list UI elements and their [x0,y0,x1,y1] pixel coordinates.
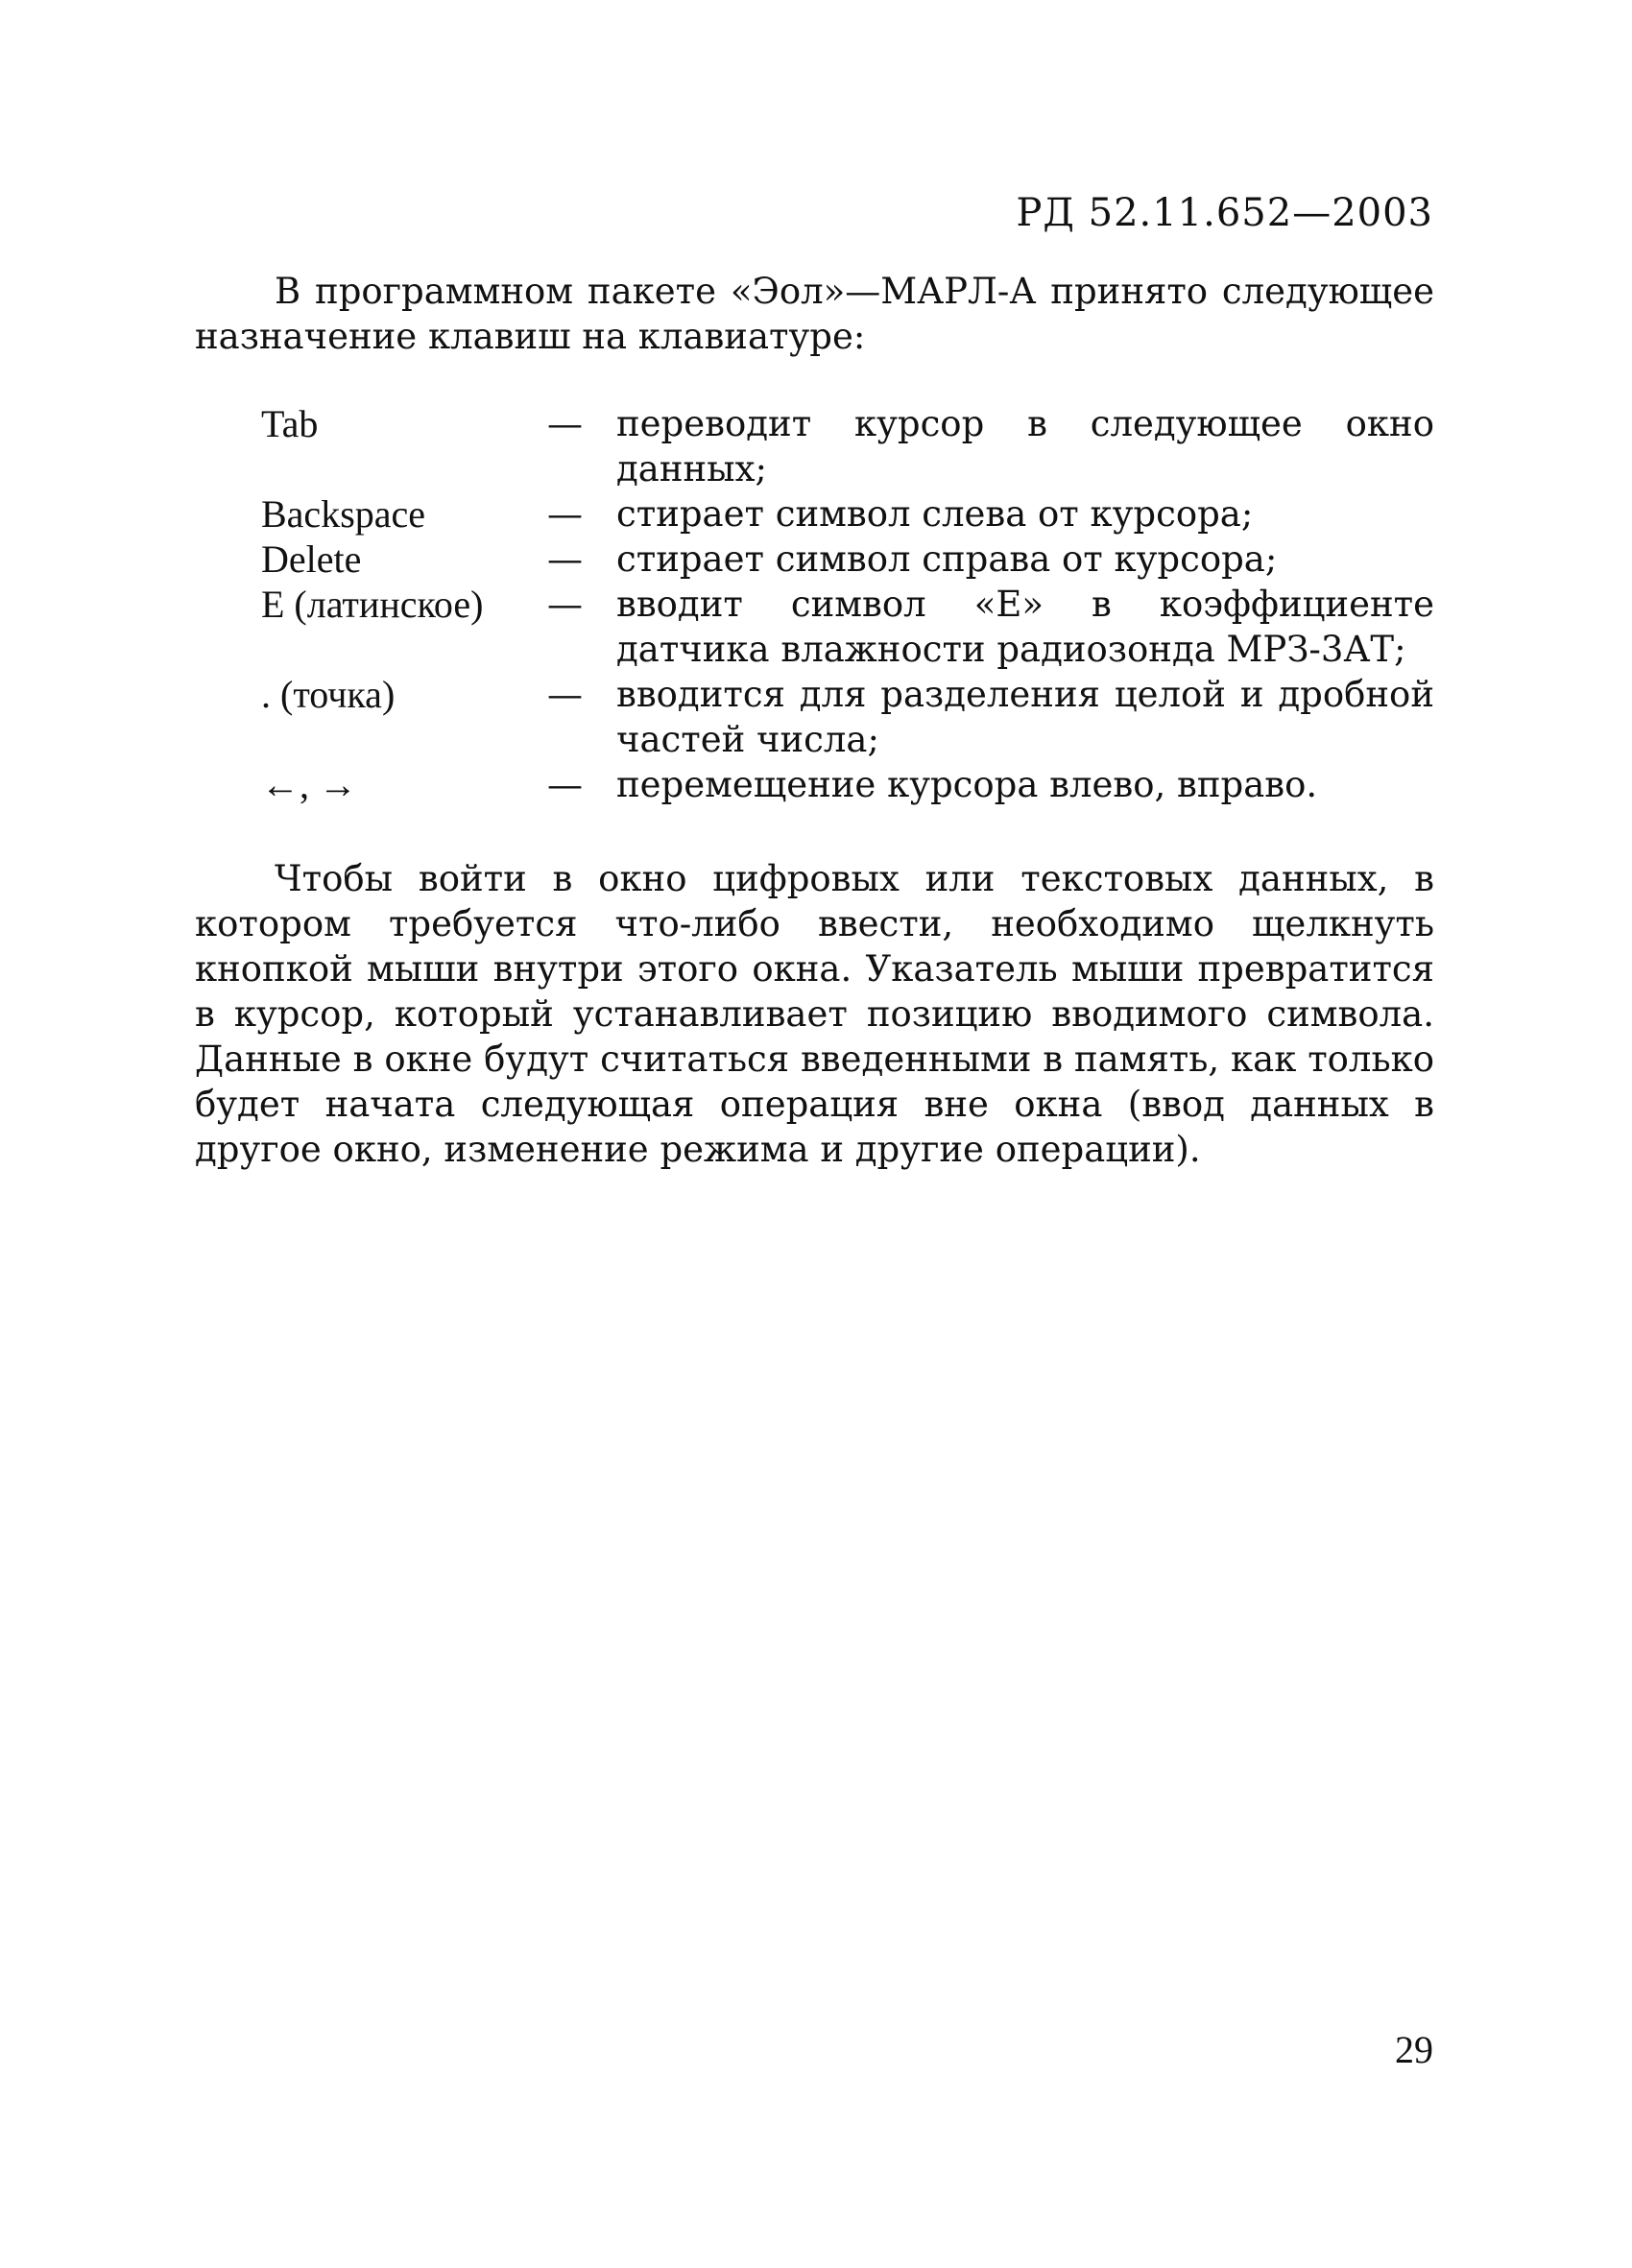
key-row-backspace [261,491,1434,537]
key-description: стирает символ справа от курсора; [616,538,1278,580]
key-row-tab [261,401,1434,491]
key-name: Backspace [261,492,426,536]
key-name: ←, → [261,763,357,806]
key-dash: — [547,403,583,444]
key-assignment-list [261,401,1434,807]
key-description: стирает символ слева от курсора; [616,493,1254,535]
key-row-latin-e [261,582,1434,672]
key-dash: — [547,584,583,625]
key-dash: — [547,538,583,580]
key-name: . (точка) [261,673,396,716]
key-row-period [261,672,1434,762]
page-number: 29 [1395,2028,1433,2071]
body-paragraph: Чтобы войти в окно цифровых или текстовых данных, в котором требуется что-либо ввести, необходимо щелкнуть кнопкой мыши внутри этого окна. Указатель мыши превратится в курсор, который устанавливает позицию вводимого символа. Данные в окне будут считаться введенными в память, как только будет начата следующая операция вне окна (ввод данных в другое окно, изменение режима и другие операции). [195,858,1434,1170]
key-description: переводит курсор в следующее окно данных; [616,403,1434,489]
key-name: Delete [261,537,362,581]
intro-paragraph: В программном пакете «Эол»—МАРЛ-А принято следующее назначение клавиш на клавиатуре: [195,271,1434,357]
document-code: РД 52.11.652—2003 [1016,191,1433,235]
key-description: перемещение курсора влево, вправо. [616,764,1318,805]
key-dash: — [547,764,583,805]
key-row-arrows [261,762,1434,807]
key-description: вводит символ «E» в коэффициенте датчика влажности радиозонда МРЗ-3АТ; [616,584,1434,670]
key-description: вводится для разделения целой и дробной частей числа; [616,674,1434,760]
key-dash: — [547,674,583,715]
key-row-delete [261,537,1434,582]
key-dash: — [547,493,583,535]
key-name: E (латинское) [261,583,484,626]
key-name: Tab [261,402,319,445]
